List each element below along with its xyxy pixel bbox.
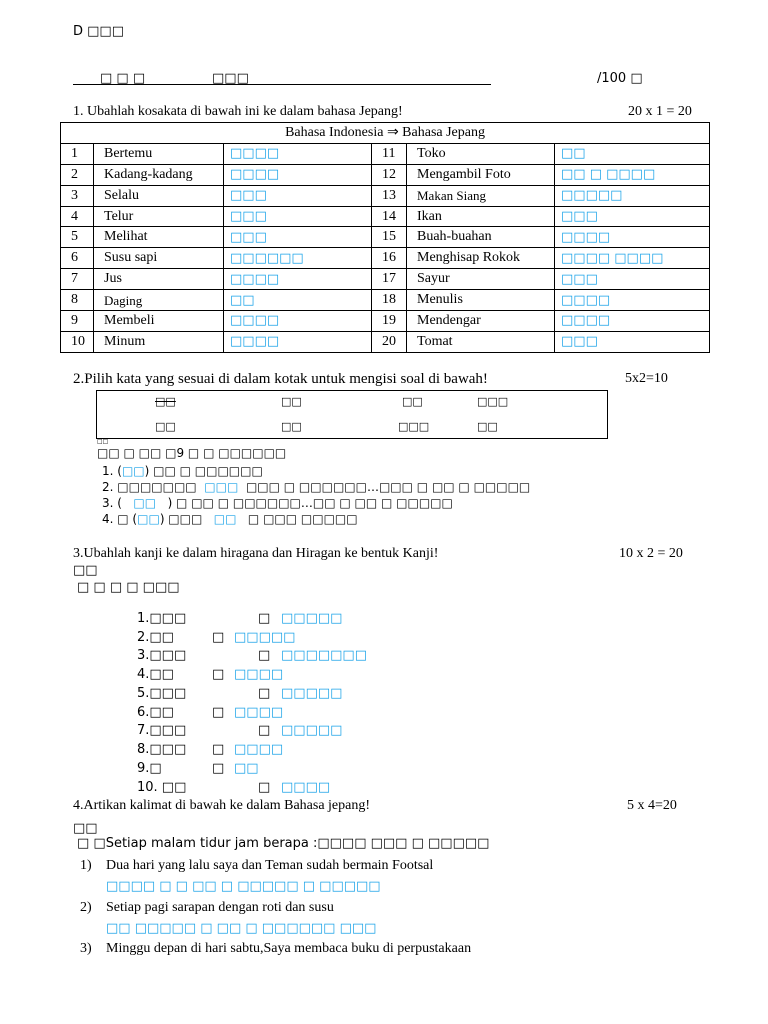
kanji-question: 1.□□□ [137,611,187,626]
section1-score: 20 x 1 = 20 [628,104,692,119]
vocab-number: 14 [372,206,407,227]
name-field[interactable]: □□□ [212,71,249,86]
vocab-indonesian: Telur [94,206,224,227]
vocab-japanese: □□□ [224,185,372,206]
vocab-row [61,227,710,248]
vocab-indonesian: Membeli [94,311,224,332]
vocab-number: 9 [61,311,94,332]
vocab-number: 10 [61,331,94,352]
vocab-indonesian: Selalu [94,185,224,206]
vocab-indonesian: Daging [94,290,224,311]
vocab-row [61,290,710,311]
translation-number: 2) [80,900,92,915]
total-score: /100 □ [597,71,643,86]
vocab-japanese: □□□□ [224,311,372,332]
choice-word: □□ [155,420,176,433]
q2-2-answer: □□□ [204,480,239,494]
kanji-answer: □□□□ [234,705,284,720]
section2-score: 5x2=10 [625,371,668,386]
choice-word: □□ [402,395,423,408]
kanji-separator: □ [258,648,271,663]
vocab-number: 11 [372,143,407,164]
section3-example: □ □ □ □ □□□ [77,580,180,595]
kanji-question: 7.□□□ [137,723,187,738]
vocab-number: 18 [372,290,407,311]
translation-sentence: Minggu depan di hari sabtu,Saya membaca buku di perpustakaan [106,941,472,956]
q2-1-answer: □□ [121,464,145,478]
translation-sentence: Dua hari yang lalu saya dan Teman sudah bermain Footsal [106,858,434,873]
vocab-indonesian: Melihat [94,227,224,248]
section3-ruby: □□ [73,563,98,578]
kanji-answer: □□□□□□□ [281,648,367,663]
vocab-number: 4 [61,206,94,227]
vocab-japanese: □□□ [555,206,710,227]
vocab-number: 15 [372,227,407,248]
section2-title: 2.Pilih kata yang sesuai di dalam kotak untuk mengisi soal di bawah! [73,371,488,387]
vocab-number: 3 [61,185,94,206]
vocab-indonesian: Susu sapi [94,248,224,269]
vocab-indonesian: Bertemu [94,143,224,164]
vocab-number: 12 [372,164,407,185]
kanji-question: 6.□□ [137,705,174,720]
choice-word: □□ [477,420,498,433]
vocab-number: 6 [61,248,94,269]
q2-4-answer-2: □□ [213,512,237,526]
q2-4: 4. □ (□□) □□□ □□ □ □□□ □□□□□ [102,512,358,526]
translation-answer: □□ □□□□□ □ □□ □ □□□□□□ □□□ [106,921,377,936]
vocab-number: 1 [61,143,94,164]
vocab-japanese: □□ □ □□□□ [555,164,710,185]
vocab-number: 20 [372,331,407,352]
kanji-answer: □□□□□ [281,611,343,626]
vocab-japanese: □□□□ [224,143,372,164]
kanji-question: 9.□ [137,761,162,776]
kanji-separator: □ [212,705,225,720]
vocab-japanese: □□□ [555,331,710,352]
choice-word: □□□ [477,395,509,408]
vocab-number: 13 [372,185,407,206]
vocab-row [61,269,710,290]
kanji-answer: □□ [234,761,259,776]
vocab-japanese: □□□□ [224,269,372,290]
vocab-indonesian: Kadang-kadang [94,164,224,185]
vocab-indonesian: Menulis [407,290,555,311]
vocab-japanese: □□□□□ [555,185,710,206]
vocab-japanese: □□ [555,143,710,164]
kanji-question: 10. □□ [137,780,187,795]
vocab-row [61,143,710,164]
vocab-row [61,331,710,352]
section1-title: 1. Ubahlah kosakata di bawah ini ke dalam bahasa Jepang! [73,104,403,119]
kanji-separator: □ [258,686,271,701]
vocab-row [61,206,710,227]
kanji-separator: □ [212,761,225,776]
kanji-answer: □□□□ [281,780,331,795]
section4-ruby: □□ [73,821,98,836]
kanji-separator: □ [212,630,225,645]
vocab-indonesian: Tomat [407,331,555,352]
vocab-japanese: □□ [224,290,372,311]
class-label: D □□□ [73,24,124,39]
choice-word: □□ [155,395,176,408]
name-label: □ □ □ [100,71,146,86]
section4-example: □ □Setiap malam tidur jam berapa :□□□□ □□□ □ □□□□□ [77,836,490,851]
vocab-japanese: □□□□ [224,331,372,352]
vocab-japanese: □□□ [224,206,372,227]
kanji-separator: □ [212,667,225,682]
q2-3-answer: □□ [133,496,157,510]
vocab-header-row [61,123,710,144]
section4-score: 5 x 4=20 [627,798,677,813]
vocab-indonesian: Sayur [407,269,555,290]
vocab-japanese: □□□□□□ [224,248,372,269]
kanji-question: 2.□□ [137,630,174,645]
kanji-answer: □□□□□ [281,686,343,701]
vocab-number: 16 [372,248,407,269]
q2-4-answer-1: □□ [137,512,160,526]
kanji-separator: □ [258,780,271,795]
name-underline [73,84,491,85]
section3-score: 10 x 2 = 20 [619,546,683,561]
section2-example: □□ □ □□ □9 □ □ □□□□□□ [97,446,287,460]
vocab-japanese: □□□ [555,269,710,290]
vocab-indonesian: Ikan [407,206,555,227]
kanji-separator: □ [258,723,271,738]
vocab-japanese: □□□□ [555,227,710,248]
choice-word: □□ [281,420,302,433]
vocab-number: 7 [61,269,94,290]
choice-word: □□ [281,395,302,408]
choice-word: □□□ [398,420,430,433]
kanji-question: 4.□□ [137,667,174,682]
vocab-number: 5 [61,227,94,248]
kanji-answer: □□□□ [234,667,284,682]
kanji-question: 8.□□□ [137,742,187,757]
kanji-answer: □□□□ [234,742,284,757]
kanji-separator: □ [212,742,225,757]
section4-title: 4.Artikan kalimat di bawah ke dalam Bahasa jepang! [73,798,371,813]
example-ruby: □□ [97,438,109,445]
q2-3: 3. ( □□ ) □ □□ □ □□□□□□…□□ □ □□ □ □□□□□ [102,496,453,510]
kanji-answer: □□□□□ [281,723,343,738]
vocab-japanese: □□□□ [555,311,710,332]
translation-number: 3) [80,941,92,956]
translation-sentence: Setiap pagi sarapan dengan roti dan susu [106,900,334,915]
vocab-row [61,164,710,185]
vocab-number: 17 [372,269,407,290]
vocab-row [61,185,710,206]
section3-title: 3.Ubahlah kanji ke dalam hiragana dan Hiragan ke bentuk Kanji! [73,546,439,561]
vocab-row [61,311,710,332]
translation-number: 1) [80,858,92,873]
kanji-answer: □□□□□ [234,630,296,645]
vocab-japanese: □□□ [224,227,372,248]
vocab-japanese: □□□□ [555,290,710,311]
vocab-indonesian: Buah-buahan [407,227,555,248]
vocab-japanese: □□□□ □□□□ [555,248,710,269]
kanji-question: 3.□□□ [137,648,187,663]
kanji-separator: □ [258,611,271,626]
vocab-table [60,122,710,353]
q2-1: 1. (□□) □□ □ □□□□□□ [102,464,263,478]
vocab-japanese: □□□□ [224,164,372,185]
vocab-number: 19 [372,311,407,332]
vocab-indonesian: Mendengar [407,311,555,332]
vocab-indonesian: Toko [407,143,555,164]
vocab-indonesian: Jus [94,269,224,290]
q2-2: 2. □□□□□□□ □□□ □□□ □ □□□□□□…□□□ □ □□ □ □□□□□ [102,480,531,494]
vocab-indonesian: Makan Siang [407,185,555,206]
vocab-number: 2 [61,164,94,185]
vocab-indonesian: Minum [94,331,224,352]
vocab-header: Bahasa Indonesia ⇒ Bahasa Jepang [61,123,710,144]
vocab-number: 8 [61,290,94,311]
vocab-indonesian: Mengambil Foto [407,164,555,185]
translation-answer: □□□□ □ □ □□ □ □□□□□ □ □□□□□ [106,879,381,894]
vocab-indonesian: Menghisap Rokok [407,248,555,269]
kanji-question: 5.□□□ [137,686,187,701]
vocab-row [61,248,710,269]
